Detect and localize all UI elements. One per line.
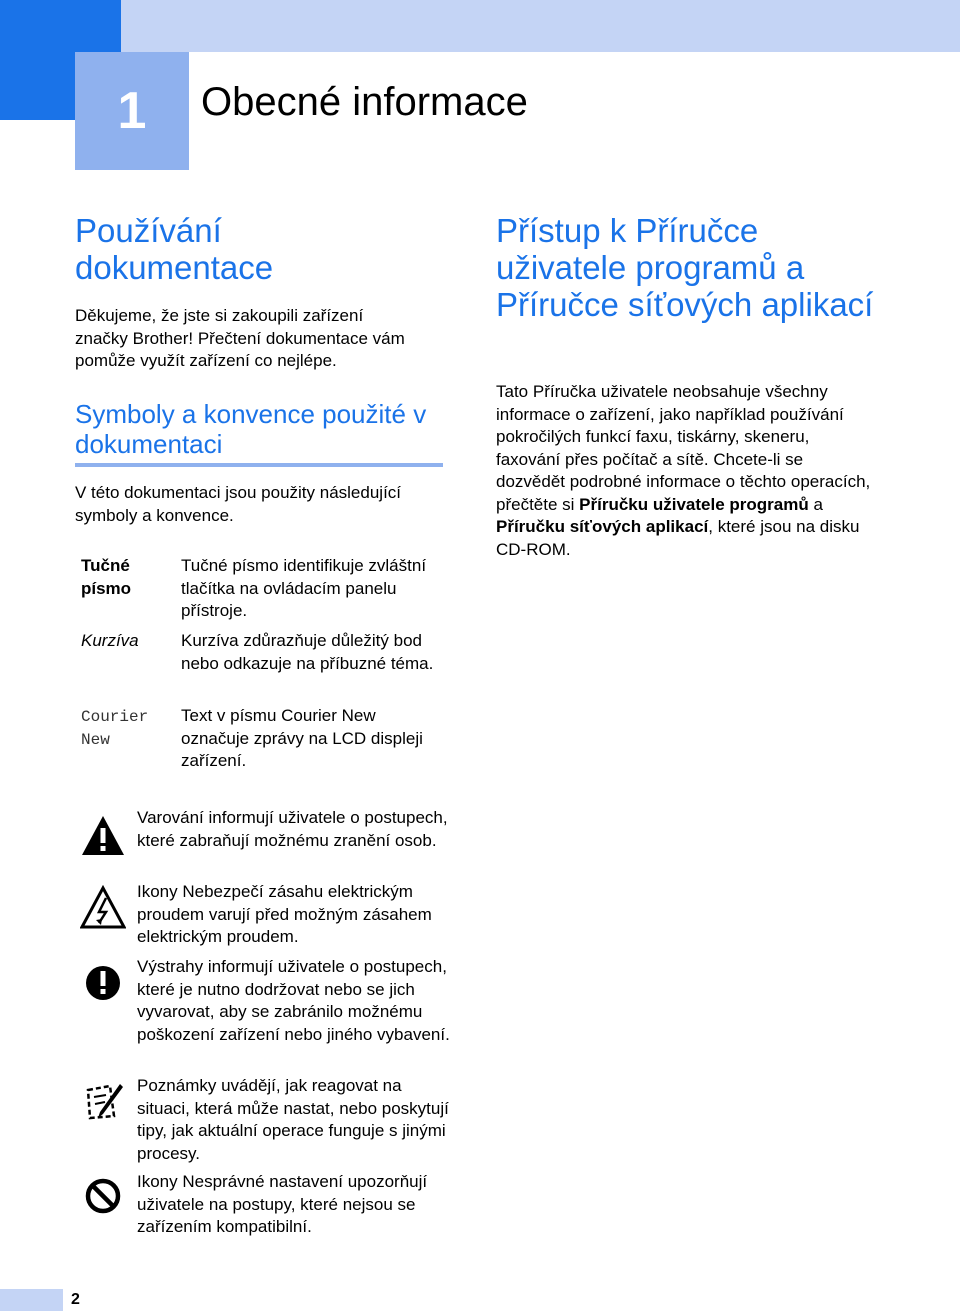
- paragraph-text: a: [808, 494, 823, 514]
- network-guide-reference: Příručku síťových aplikací: [496, 517, 709, 536]
- subsection-intro: V této dokumentaci jsou použity následující symboly a konvence.: [75, 483, 402, 525]
- note-warning: Varování informují uživatele o postupech, které zabraňují možnému zranění osob.: [137, 808, 448, 850]
- convention-desc-bold: Tučné písmo identifikuje zvláštní tlačítka na ovládacím panelu přístroje.: [181, 556, 427, 620]
- section-title-documentation: Používání dokumentace: [75, 212, 274, 286]
- software-guide-reference: Příručku uživatele programů: [579, 494, 809, 514]
- note-caution: Výstrahy informují uživatele o postupech, které je nutno dodržovat nebo se jich vyvarovat, aby se zabránilo možnému poškození zařízení nebo jiného vybavení.: [137, 957, 450, 1044]
- section-title-software-guides: Přístup k Příručce uživatele programů a Příručce síťových aplikací: [496, 212, 874, 323]
- convention-term-bold: Tučné písmo: [81, 556, 132, 598]
- note-electrical: Ikony Nebezpečí zásahu elektrickým proudem varují před možným zásahem elektrickým proudem.: [137, 882, 432, 946]
- convention-desc-courier: Text v písmu Courier New označuje zprávy na LCD displeji zařízení.: [181, 706, 423, 770]
- header-band-side: [0, 52, 75, 120]
- prohibited-icon: [80, 1173, 126, 1219]
- subsection-rule: [75, 463, 443, 467]
- header-band-dark: [0, 0, 121, 52]
- page-number: 2: [71, 1291, 80, 1308]
- convention-term-italic: Kurzíva: [81, 631, 139, 650]
- note-tip: Poznámky uvádějí, jak reagovat na situaci, která může nastat, nebo poskytují tipy, jak aktuální operace funguje s jinými procesy.: [137, 1076, 449, 1163]
- paragraph-text: Tato Příručka uživatele neobsahuje všechny informace o zařízení, jako například používání pokročilých funkcí faxu, tiskárny, skeneru, faxování přes počítač a sítě. Chcete-li se dozvědět podrobné informace o těchto operacích, přečtěte si: [496, 382, 871, 514]
- software-guides-paragraph: [496, 381, 876, 561]
- chapter-title: Obecné informace: [201, 80, 528, 124]
- header-band-light: [121, 0, 960, 52]
- subsection-title-symbols: Symboly a konvence použité v dokumentaci: [75, 399, 427, 459]
- note-pencil-icon: [80, 1078, 126, 1124]
- convention-desc-italic: Kurzíva zdůrazňuje důležitý bod nebo odkazuje na příbuzné téma.: [181, 631, 434, 673]
- convention-term-courier: Courier New: [81, 708, 149, 749]
- chapter-number: 1: [75, 52, 189, 170]
- caution-exclamation-icon: [80, 960, 126, 1006]
- note-prohibited: Ikony Nesprávné nastavení upozorňují uživatele na postupy, které nejsou se zařízením kompatibilní.: [137, 1172, 428, 1236]
- electrical-hazard-icon: [80, 885, 126, 931]
- intro-paragraph: Děkujeme, že jste si zakoupili zařízení značky Brother! Přečtení dokumentace vám pomůže využít zařízení co nejlépe.: [75, 306, 405, 370]
- paragraph-text: , které jsou na disku CD-ROM.: [496, 517, 860, 559]
- warning-triangle-icon: [80, 813, 126, 859]
- footer-band: [0, 1289, 63, 1311]
